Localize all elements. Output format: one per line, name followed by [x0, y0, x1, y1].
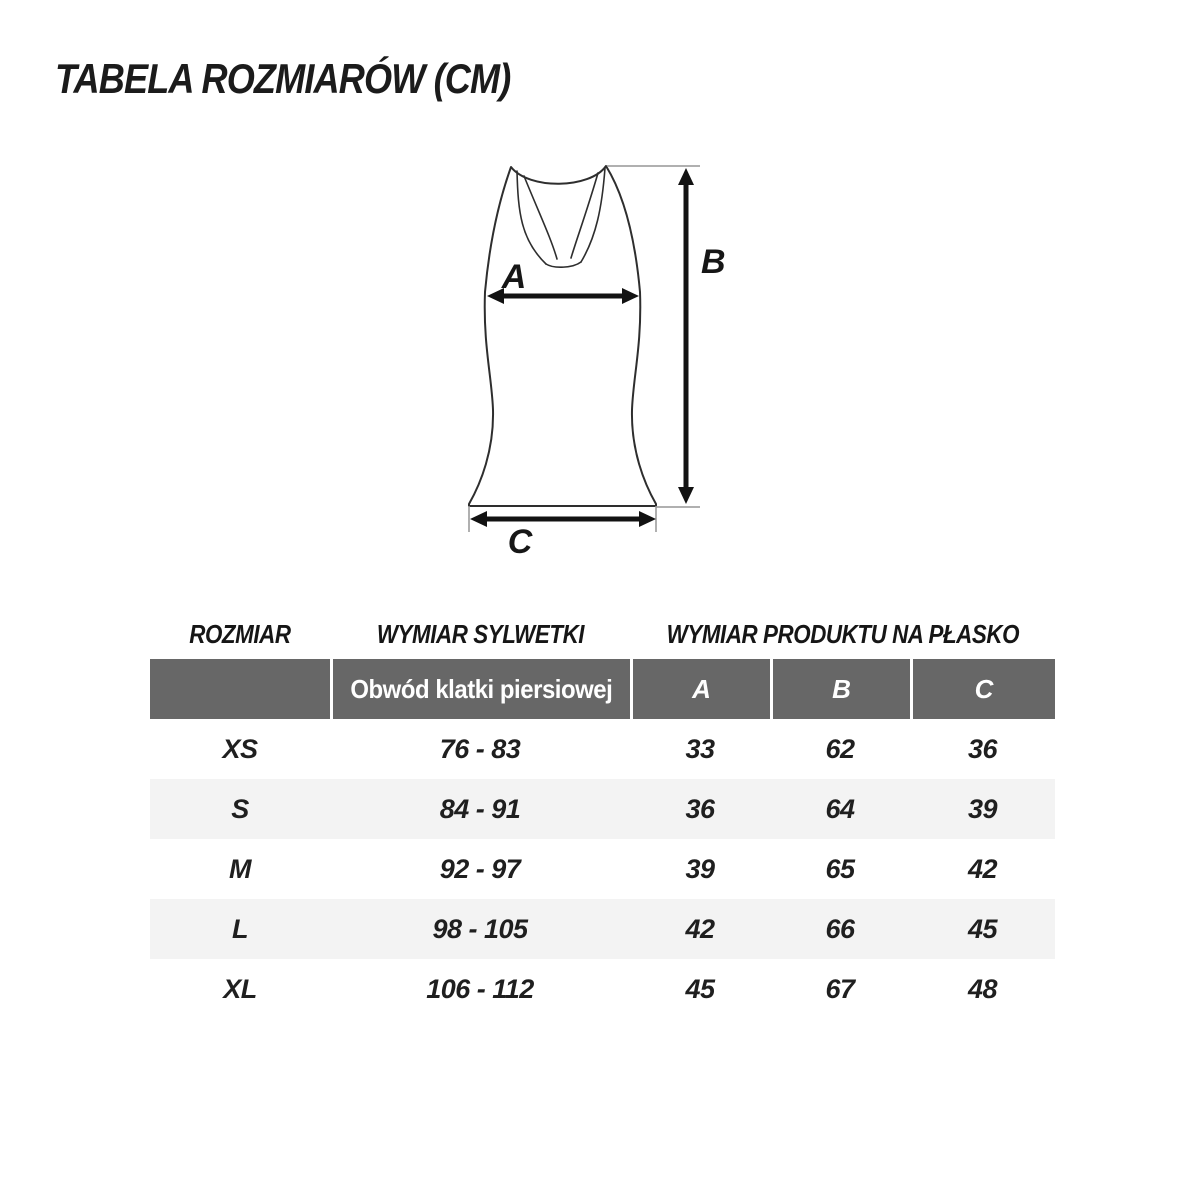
cell-b: 67 — [825, 973, 855, 1004]
group-header-rozmiar-label: ROZMIAR — [189, 619, 291, 649]
cell-b: 66 — [825, 913, 855, 944]
measure-label-b: B — [701, 243, 726, 281]
tank-top-outline — [469, 166, 656, 506]
measure-arrow-c — [470, 511, 656, 527]
cell-chest: 98 - 105 — [432, 913, 528, 944]
sub-header-chest-label: Obwód klatki piersiowej — [350, 673, 613, 704]
sub-header-chest-cell — [333, 659, 630, 719]
cell-c: 36 — [967, 733, 998, 764]
cell-chest: 84 - 91 — [439, 793, 521, 824]
cell-size: M — [229, 853, 251, 884]
table-row-xs — [150, 719, 1055, 779]
cell-c: 48 — [967, 973, 998, 1004]
cell-b: 64 — [825, 793, 855, 824]
cell-chest: 106 - 112 — [426, 973, 534, 1004]
group-header-wymiar-sylwetki-label: WYMIAR SYLWETKI — [376, 619, 584, 649]
table-row-m — [150, 839, 1055, 899]
sub-header-a-cell: A — [633, 659, 770, 719]
cell-size: XS — [222, 733, 258, 764]
cell-a: 42 — [685, 913, 715, 944]
table-sub-header-row — [150, 659, 1055, 719]
sub-header-size-cell — [150, 659, 330, 719]
cell-chest: 76 - 83 — [439, 733, 521, 764]
racerback-bottom-u — [546, 262, 581, 267]
tank-top-sketch — [469, 166, 656, 506]
cell-size: L — [232, 913, 248, 944]
cell-a: 45 — [685, 973, 715, 1004]
cell-a: 36 — [685, 793, 715, 824]
page-title: TABELA ROZMIARÓW (CM) — [55, 55, 511, 102]
measure-label-a: A — [501, 258, 527, 296]
measure-arrow-b — [678, 168, 694, 504]
group-header-wymiar-produktu — [630, 619, 1055, 650]
table-row-l — [150, 899, 1055, 959]
group-header-rozmiar — [150, 619, 330, 650]
table-row-xl — [150, 959, 1055, 1019]
cell-c: 42 — [967, 853, 998, 884]
table-row-s — [150, 779, 1055, 839]
cell-a: 39 — [685, 853, 715, 884]
group-header-wymiar-produktu-label: WYMIAR PRODUKTU NA PŁASKO — [666, 619, 1019, 649]
cell-chest: 92 - 97 — [439, 853, 521, 884]
cell-c: 39 — [967, 793, 998, 824]
cell-c: 45 — [967, 913, 998, 944]
size-table — [150, 610, 1055, 1019]
cell-size: XL — [223, 973, 257, 1004]
cell-size: S — [231, 793, 249, 824]
cell-a: 33 — [685, 733, 715, 764]
group-header-wymiar-sylwetki — [330, 619, 630, 650]
measure-label-c: C — [507, 523, 533, 561]
table-group-header-row — [150, 610, 1055, 659]
sub-header-b-cell: B — [773, 659, 910, 719]
racerback-left-seam — [524, 176, 557, 259]
cell-b: 62 — [825, 733, 855, 764]
cell-b: 65 — [825, 853, 855, 884]
sub-header-c-cell: C — [913, 659, 1055, 719]
racerback-right-seam — [571, 173, 598, 258]
